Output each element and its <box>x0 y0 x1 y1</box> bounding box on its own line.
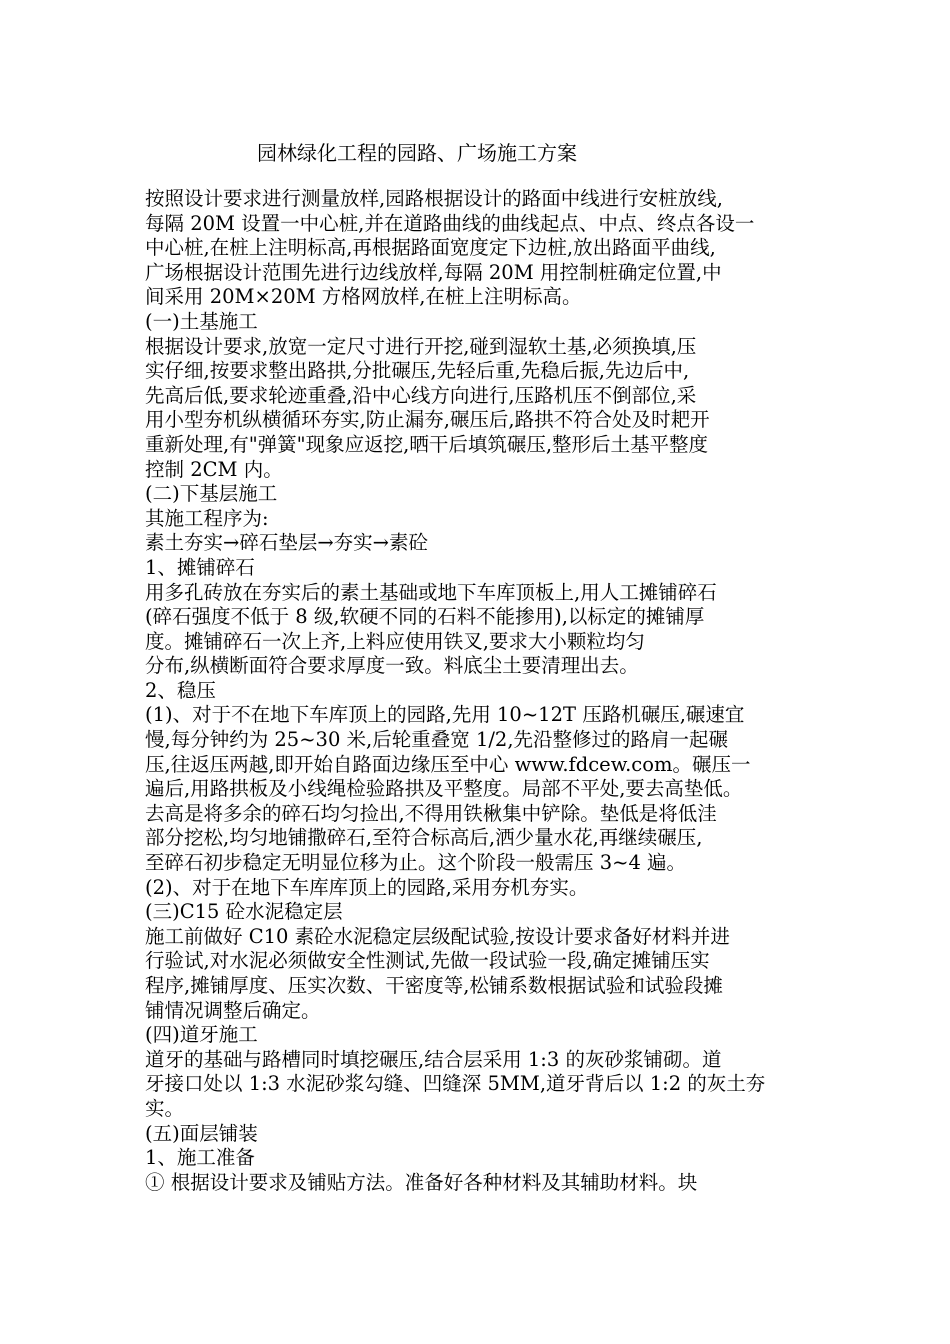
text-line: 压,往返压两越,即开始自路面边缘压至中心 www.fdcew.com。碾压一 <box>145 752 751 776</box>
text-line: 控制 2CM 内。 <box>145 457 283 481</box>
text-line: (五)面层铺装 <box>145 1121 258 1145</box>
document-title: 园林绿化工程的园路、广场施工方案 <box>257 141 577 165</box>
text-line: 素土夯实→碎石垫层→夯实→素砼 <box>145 531 429 555</box>
text-line: 先高后低,要求轮迹重叠,沿中心线方向进行,压路机压不倒部位,采 <box>145 383 697 407</box>
document-body <box>145 187 825 1195</box>
text-line: (三)C15 砼水泥稳定层 <box>145 900 343 924</box>
text-line: 按照设计要求进行测量放样,园路根据设计的路面中线进行安桩放线, <box>145 187 723 210</box>
text-line: (1)、对于不在地下车库顶上的园路,先用 10~12T 压路机碾压,碾速宜 <box>145 703 745 727</box>
text-line: 中心桩,在桩上注明标高,再根据路面宽度定下边桩,放出路面平曲线, <box>145 236 716 260</box>
text-line: 实仔细,按要求整出路拱,分批碾压,先轻后重,先稳后振,先边后中, <box>145 359 690 383</box>
text-line: 施工前做好 C10 素砼水泥稳定层级配试验,按设计要求备好材料并进 <box>145 924 730 948</box>
text-line: 实。 <box>145 1096 185 1120</box>
text-line: (2)、对于在地下车库库顶上的园路,采用夯机夯实。 <box>145 875 589 899</box>
text-line: 遍后,用路拱板及小线绳检验路拱及平整度。局部不平处,要去高垫低。 <box>145 777 743 801</box>
text-line: 每隔 20M 设置一中心桩,并在道路曲线的曲线起点、中点、终点各设一 <box>145 211 755 235</box>
text-line: 程序,摊铺厚度、压实次数、干密度等,松铺系数根据试验和试验段摊 <box>145 974 723 997</box>
text-line: 2、稳压 <box>145 678 216 702</box>
text-line: (四)道牙施工 <box>145 1023 258 1047</box>
text-line: 根据设计要求,放宽一定尺寸进行开挖,碰到湿软土基,必须换填,压 <box>145 334 697 358</box>
text-line: 道牙的基础与路槽同时填挖碾压,结合层采用 1:3 的灰砂浆铺砌。道 <box>145 1047 722 1071</box>
text-line: 度。摊铺碎石一次上齐,上料应使用铁叉,要求大小颗粒均匀 <box>145 629 645 653</box>
text-line: 去高是将多余的碎石均匀捡出,不得用铁楸集中铲除。垫低是将低洼 <box>145 801 717 825</box>
text-line: ① 根据设计要求及铺贴方法。准备好各种材料及其辅助材料。块 <box>145 1170 698 1194</box>
text-line: 分布,纵横断面符合要求厚度一致。料底尘土要清理出去。 <box>145 654 639 678</box>
text-line: (二)下基层施工 <box>145 482 278 506</box>
text-line: (碎石强度不低于 8 级,软硬不同的石料不能掺用),以标定的摊铺厚 <box>145 605 705 629</box>
text-line: 广场根据设计范围先进行边线放样,每隔 20M 用控制桩确定位置,中 <box>145 260 722 284</box>
text-line: 牙接口处以 1:3 水泥砂浆勾缝、凹缝深 5MM,道牙背后以 1:2 的灰土夯 <box>145 1072 766 1096</box>
text-line: 用小型夯机纵横循环夯实,防止漏夯,碾压后,路拱不符合处及时耙开 <box>145 408 710 432</box>
text-line: 慢,每分钟约为 25~30 米,后轮重叠宽 1/2,先沿整修过的路肩一起碾 <box>145 728 729 752</box>
text-line: 间采用 20M×20M 方格网放样,在桩上注明标高。 <box>145 285 582 309</box>
text-line: 其施工程序为: <box>145 506 269 530</box>
text-line: (一)土基施工 <box>145 309 258 333</box>
text-line: 铺情况调整后确定。 <box>145 998 321 1022</box>
text-line: 行验试,对水泥必须做安全性测试,先做一段试验一段,确定摊铺压实 <box>145 949 710 973</box>
text-line: 至碎石初步稳定无明显位移为止。这个阶段一般需压 3~4 遍。 <box>145 851 687 875</box>
text-line: 重新处理,有"弹簧"现象应返挖,晒干后填筑碾压,整形后土基平整度 <box>145 432 709 456</box>
text-line: 部分挖松,均匀地铺撒碎石,至符合标高后,洒少量水花,再继续碾压, <box>145 826 703 850</box>
text-line: 1、摊铺碎石 <box>145 555 255 579</box>
document-page <box>145 140 825 1195</box>
text-line: 1、施工准备 <box>145 1146 255 1170</box>
text-line: 用多孔砖放在夯实后的素土基础或地下车库顶板上,用人工摊铺碎石 <box>145 580 717 604</box>
